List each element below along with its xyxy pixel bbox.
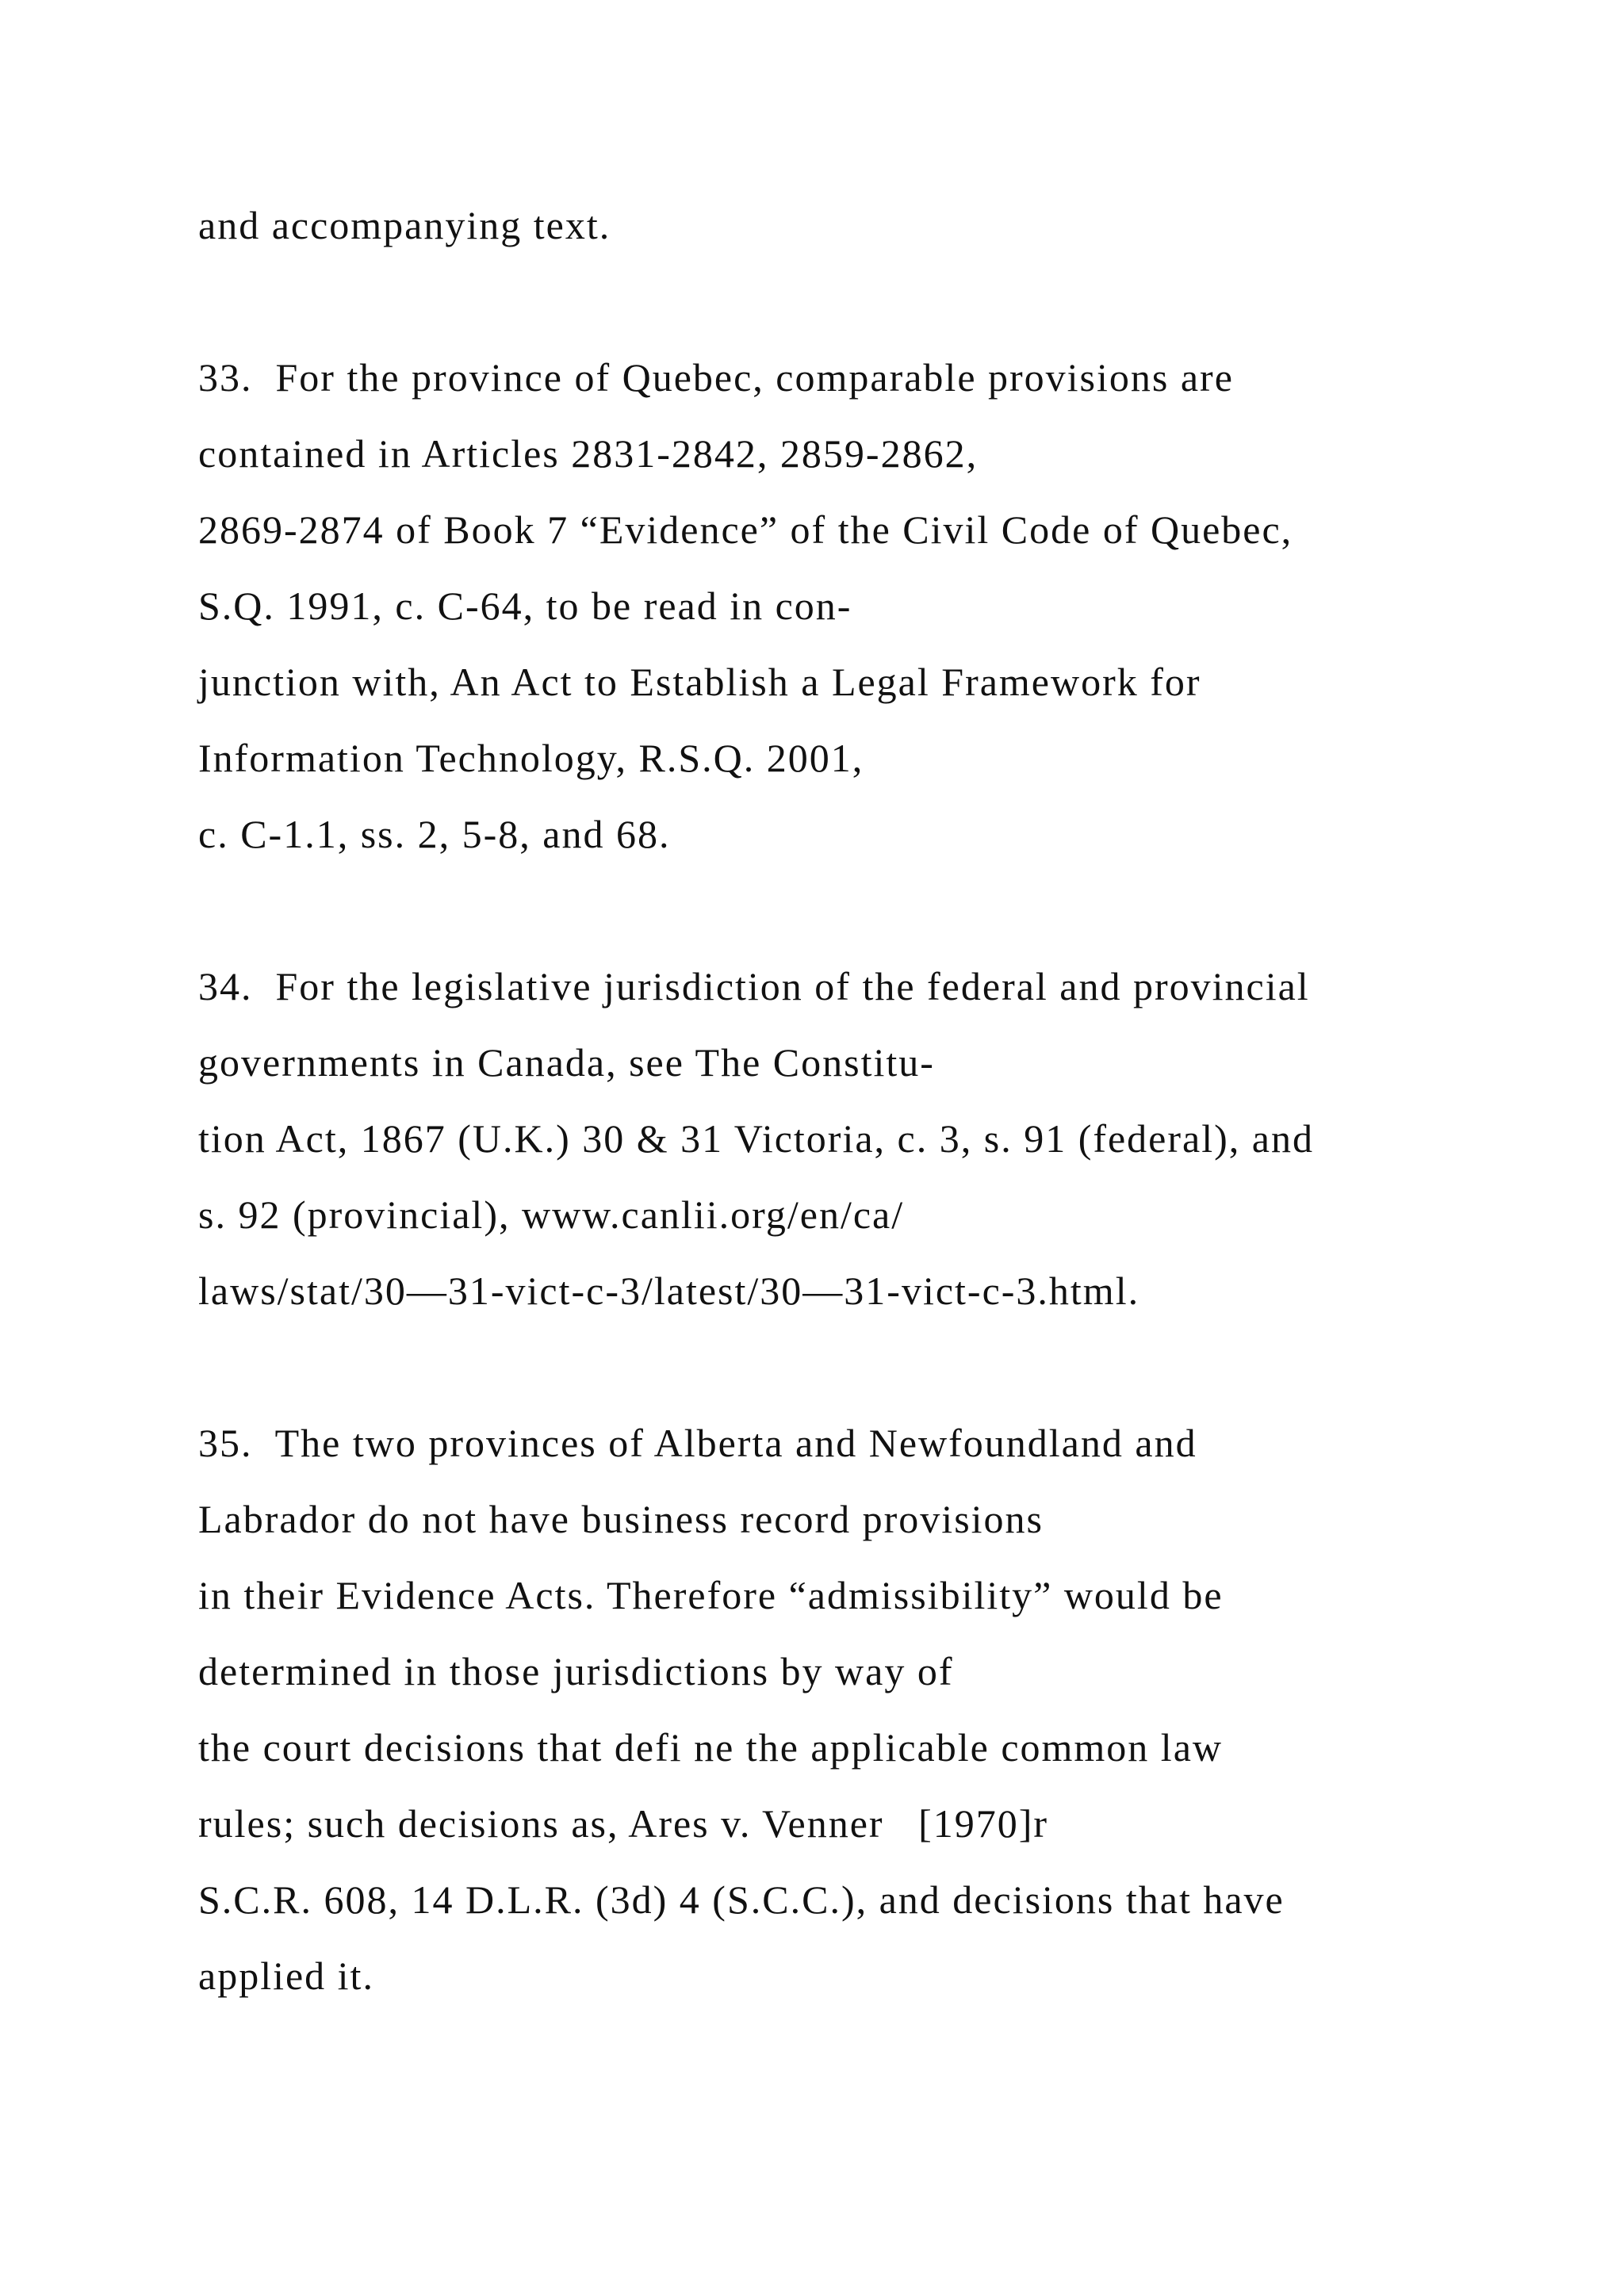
text-line: 33. For the province of Quebec, comparable provisions are: [198, 355, 1234, 400]
text-line: governments in Canada, see The Constitu-: [198, 1040, 935, 1085]
text-line: in their Evidence Acts. Therefore “admissibility” would be: [198, 1573, 1224, 1617]
text-line: Information Technology, R.S.Q. 2001,: [198, 736, 864, 780]
paragraph-gap: [198, 263, 1546, 339]
text-line: 35. The two provinces of Alberta and Newfoundland and: [198, 1421, 1197, 1465]
text-line: 2869-2874 of Book 7 “Evidence” of the Civil Code of Quebec,: [198, 507, 1293, 552]
text-line: the court decisions that defi ne the applicable common law: [198, 1725, 1224, 1770]
text-line: laws/stat/30—31-vict-c-3/latest/30—31-vict-c-3.html.: [198, 1269, 1140, 1313]
text-line: s. 92 (provincial), www.canlii.org/en/ca/: [198, 1192, 905, 1237]
footnote-34: [198, 948, 1546, 1329]
text-line: S.C.R. 608, 14 D.L.R. (3d) 4 (S.C.C.), and decisions that have: [198, 1877, 1285, 1922]
text-line: determined in those jurisdictions by way of: [198, 1649, 954, 1693]
footnote-35: [198, 1405, 1546, 2014]
text-line: and accompanying text.: [198, 203, 611, 247]
text-line: junction with, An Act to Establish a Legal Framework for: [198, 660, 1201, 704]
text-line: 34. For the legislative jurisdiction of the federal and provincial: [198, 964, 1310, 1008]
text-line: applied it.: [198, 1954, 374, 1998]
text-line: contained in Articles 2831-2842, 2859-2862,: [198, 431, 979, 476]
text-line: rules; such decisions as, Ares v. Venner [1970]r: [198, 1801, 1049, 1846]
paragraph-continuation: [198, 187, 1546, 263]
paragraph-gap: [198, 872, 1546, 948]
text-line: c. C-1.1, ss. 2, 5-8, and 68.: [198, 812, 671, 856]
text-line: tion Act, 1867 (U.K.) 30 & 31 Victoria, c. 3, s. 91 (federal), and: [198, 1116, 1314, 1161]
footnotes-text: [198, 187, 1546, 2014]
paragraph-gap: [198, 1329, 1546, 1405]
footnote-33: [198, 339, 1546, 872]
text-line: Labrador do not have business record provisions: [198, 1497, 1044, 1541]
text-line: S.Q. 1991, c. C-64, to be read in con-: [198, 584, 852, 628]
